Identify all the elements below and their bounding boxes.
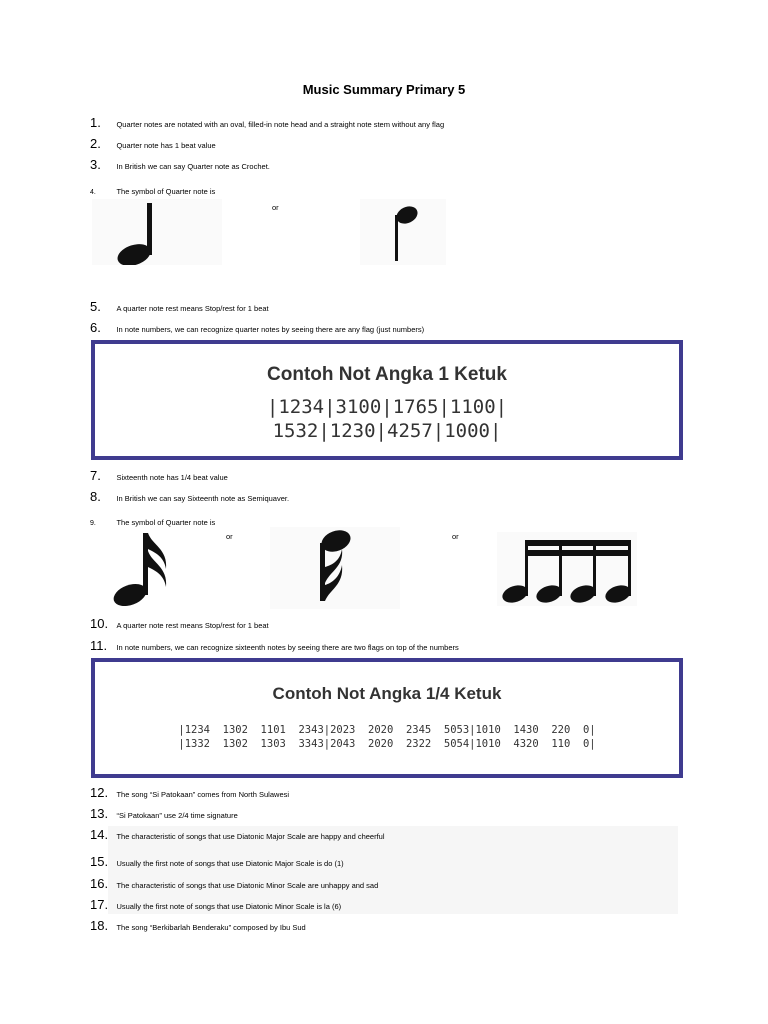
or-label: or bbox=[272, 203, 279, 212]
beamed-sixteenth-notes-icon bbox=[497, 532, 637, 606]
item-number: 11. bbox=[90, 638, 108, 653]
item-number: 4. bbox=[90, 189, 96, 196]
list-item bbox=[90, 298, 269, 316]
list-item bbox=[90, 637, 459, 655]
note-number-example-1 bbox=[91, 340, 683, 460]
item-text: The characteristic of songs that use Diatonic Major Scale are happy and cheerful bbox=[116, 832, 385, 841]
quarter-note-image bbox=[92, 199, 222, 265]
item-text: In British we can say Quarter note as Crochet. bbox=[116, 162, 270, 171]
quarter-note-flipped-image bbox=[360, 199, 446, 265]
item-text: Quarter note has 1 beat value bbox=[116, 141, 216, 150]
item-text: Usually the first note of songs that use Diatonic Major Scale is do (1) bbox=[116, 859, 344, 868]
item-number: 1. bbox=[90, 115, 101, 130]
item-text: Quarter notes are notated with an oval, filled-in note head and a straight note stem without any flag bbox=[116, 120, 445, 129]
item-number: 13. bbox=[90, 806, 109, 821]
list-item bbox=[90, 135, 216, 153]
item-number: 14. bbox=[90, 827, 109, 842]
box-title: Contoh Not Angka 1 Ketuk bbox=[267, 364, 507, 385]
item-text: The song “Berkibarlah Benderaku” composed by Ibu Sud bbox=[116, 923, 306, 932]
item-text: A quarter note rest means Stop/rest for 1 beat bbox=[116, 621, 269, 630]
item-number: 15. bbox=[90, 854, 109, 869]
list-item bbox=[90, 615, 269, 633]
item-number: 16. bbox=[90, 876, 109, 891]
item-number: 8. bbox=[90, 489, 101, 504]
list-item bbox=[90, 784, 289, 802]
item-text: In note numbers, we can recognize quarter notes by seeing there are any flag (just numbers) bbox=[116, 325, 425, 334]
item-text: The song “Si Patokaan” comes from North Sulawesi bbox=[116, 790, 290, 799]
quarter-note-flipped-icon bbox=[360, 199, 446, 265]
box-row: 1532|1230|4257|1000| bbox=[272, 420, 502, 442]
box-title: Contoh Not Angka 1/4 Ketuk bbox=[272, 684, 502, 703]
box-row: |1234|3100|1765|1100| bbox=[266, 396, 508, 418]
or-label: or bbox=[452, 532, 459, 541]
item-number: 7. bbox=[90, 468, 101, 483]
list-item bbox=[90, 114, 444, 132]
beamed-sixteenth-notes-image bbox=[497, 532, 637, 606]
item-text: A quarter note rest means Stop/rest for 1 beat bbox=[116, 304, 269, 313]
list-item bbox=[90, 826, 385, 844]
quarter-note-icon bbox=[92, 199, 222, 265]
note-number-example-2 bbox=[91, 658, 683, 778]
list-item bbox=[90, 896, 341, 914]
list-item bbox=[90, 853, 344, 871]
item-number: 5. bbox=[90, 299, 101, 314]
page-title: Music Summary Primary 5 bbox=[302, 82, 466, 97]
item-text: The characteristic of songs that use Diatonic Minor Scale are unhappy and sad bbox=[116, 881, 379, 890]
list-item bbox=[90, 156, 270, 174]
item-text: The symbol of Quarter note is bbox=[116, 518, 216, 527]
item-text: “Si Patokaan” use 2/4 time signature bbox=[116, 811, 238, 820]
item-number: 3. bbox=[90, 157, 101, 172]
sixteenth-note-icon bbox=[100, 527, 190, 609]
sixteenth-note-flipped-icon bbox=[270, 527, 400, 609]
item-number: 9. bbox=[90, 520, 96, 527]
item-number: 6. bbox=[90, 320, 101, 335]
item-text: Usually the first note of songs that use Diatonic Minor Scale is la (6) bbox=[116, 902, 342, 911]
item-number: 10. bbox=[90, 616, 109, 631]
item-number: 18. bbox=[90, 918, 109, 933]
list-item bbox=[90, 875, 378, 893]
box-row: |1234 1302 1101 2343|2023 2020 2345 5053|1010 1430 220 0| bbox=[178, 724, 596, 736]
box-row: |1332 1302 1303 3343|2043 2020 2322 5054|1010 4320 110 0| bbox=[178, 738, 596, 750]
item-text: The symbol of Quarter note is bbox=[116, 187, 216, 196]
item-number: 17. bbox=[90, 897, 109, 912]
list-item bbox=[90, 181, 215, 199]
sixteenth-note-image bbox=[100, 527, 190, 609]
list-item bbox=[90, 319, 424, 337]
item-text: In note numbers, we can recognize sixteenth notes by seeing there are two flags on top of the numbers bbox=[116, 643, 459, 652]
item-text: Sixteenth note has 1/4 beat value bbox=[116, 473, 228, 482]
item-text: In British we can say Sixteenth note as Semiquaver. bbox=[116, 494, 290, 503]
sixteenth-note-flipped-image bbox=[270, 527, 400, 609]
list-item bbox=[90, 805, 238, 823]
list-item bbox=[90, 467, 228, 485]
item-number: 2. bbox=[90, 136, 101, 151]
list-item bbox=[90, 488, 289, 506]
item-number: 12. bbox=[90, 785, 109, 800]
list-item bbox=[90, 917, 306, 935]
or-label: or bbox=[226, 532, 233, 541]
